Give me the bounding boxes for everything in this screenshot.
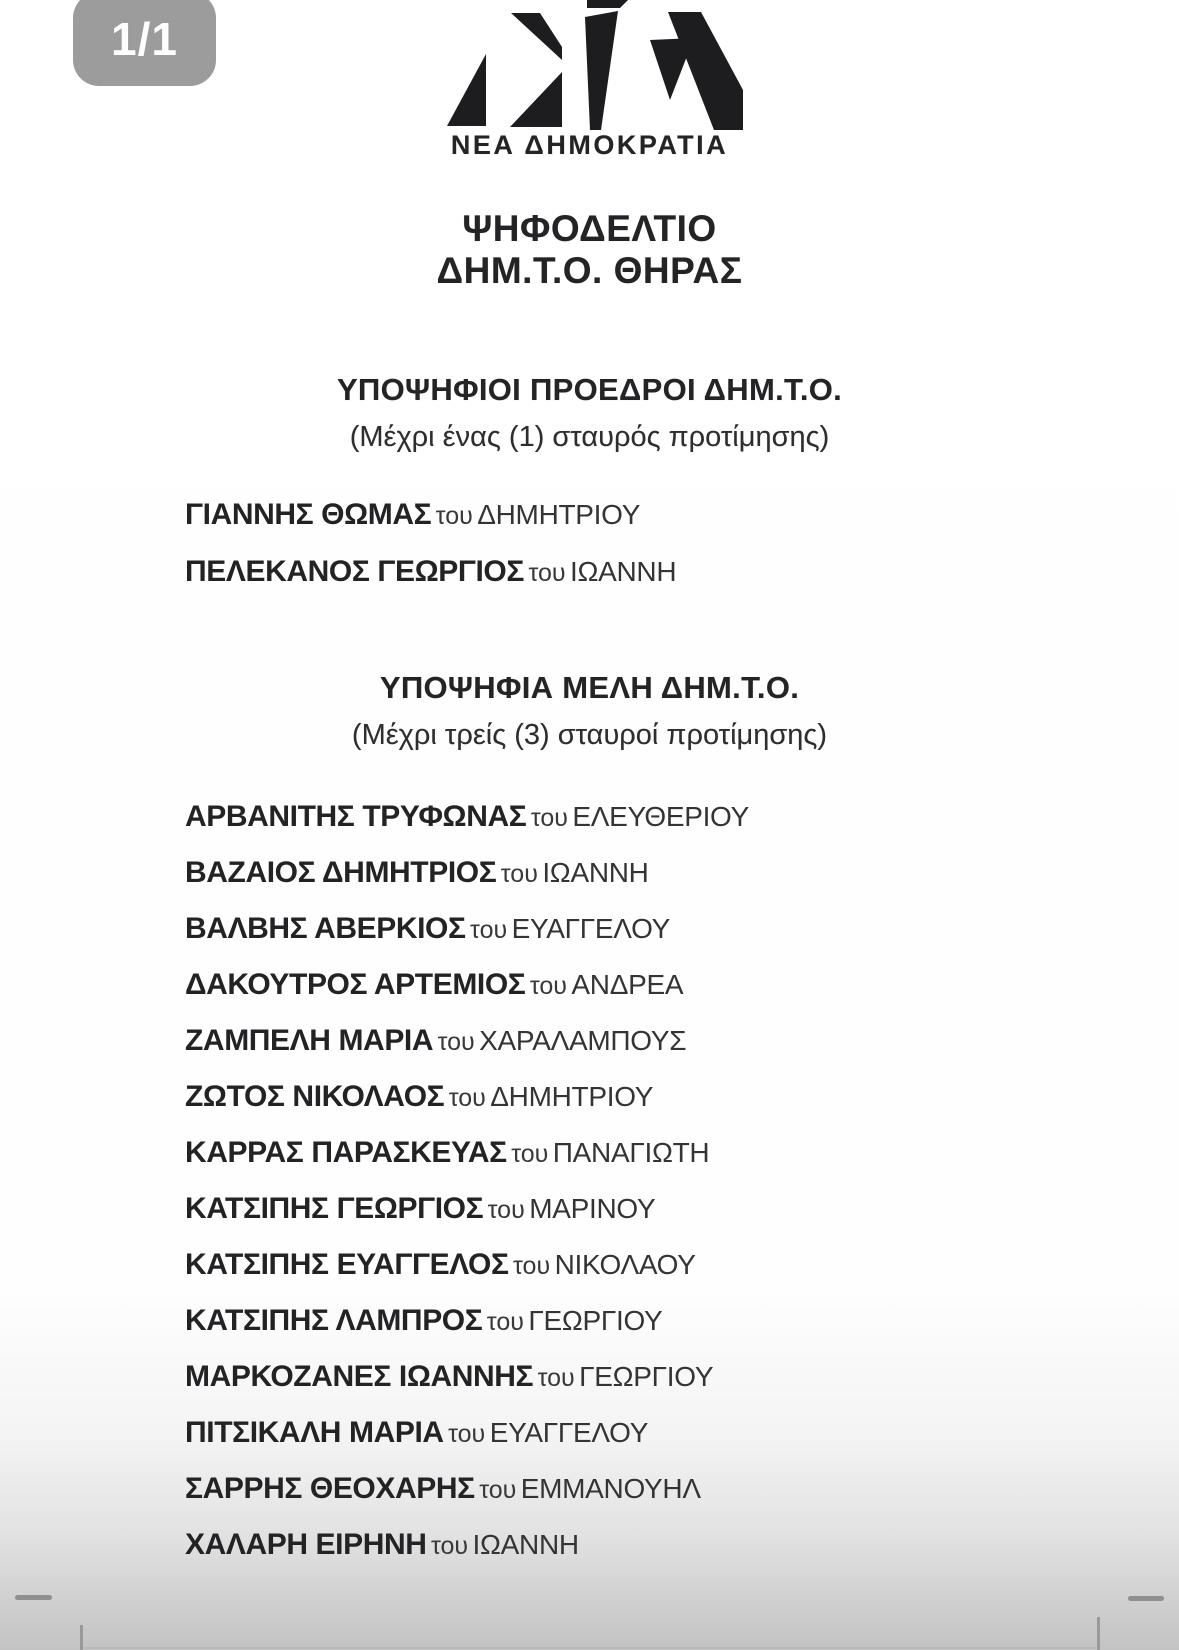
patronym: ΧΑΡΑΛΑΜΠΟΥΣ: [479, 1025, 687, 1056]
patronym-particle: του: [530, 804, 568, 832]
candidate-row: [185, 1183, 1139, 1239]
patronym-particle: του: [513, 1252, 551, 1280]
candidate-name: ΠΕΛΕΚΑΝΟΣ ΓΕΩΡΓΙΟΣ: [185, 555, 524, 588]
candidate-name: ΜΑΡΚΟΖΑΝΕΣ ΙΩΑΝΝΗΣ: [185, 1360, 534, 1393]
patronym-particle: του: [448, 1420, 486, 1448]
members-candidate-list: [185, 791, 1139, 1575]
ballot-title-line2: ΔΗΜ.Τ.Ο. ΘΗΡΑΣ: [436, 250, 743, 291]
candidate-row: [185, 1351, 1139, 1407]
candidate-row: [185, 1463, 1139, 1519]
page-indicator-text: 1/1: [111, 13, 178, 65]
candidate-name: ΒΑΛΒΗΣ ΑΒΕΡΚΙΟΣ: [185, 912, 466, 945]
patronym: ΑΝΔΡΕΑ: [571, 969, 684, 1000]
candidate-row: [185, 1127, 1139, 1183]
candidate-name: ΒΑΖΑΙΟΣ ΔΗΜΗΤΡΙΟΣ: [185, 856, 497, 889]
candidate-name: ΚΑΤΣΙΠΗΣ ΛΑΜΠΡΟΣ: [185, 1304, 483, 1337]
candidate-row: [185, 489, 1139, 546]
candidate-name: ΚΑΤΣΙΠΗΣ ΓΕΩΡΓΙΟΣ: [185, 1192, 484, 1225]
candidate-row: [185, 847, 1139, 903]
candidate-name: ΖΑΜΠΕΛΗ ΜΑΡΙΑ: [185, 1024, 434, 1057]
bottom-right-dash-mark: [1128, 1596, 1164, 1601]
candidate-row: [185, 1015, 1139, 1071]
section-heading-presidents: ΥΠΟΨΗΦΙΟΙ ΠΡΟΕΔΡΟΙ ΔΗΜ.Τ.Ο.: [336, 372, 843, 407]
patronym-particle: του: [437, 1028, 475, 1056]
patronym: ΙΩΑΝΝΗ: [472, 1529, 579, 1560]
patronym: ΔΗΜΗΤΡΙΟΥ: [490, 1081, 654, 1112]
candidate-name: ΣΑΡΡΗΣ ΘΕΟΧΑΡΗΣ: [185, 1472, 475, 1505]
patronym-particle: του: [448, 1084, 486, 1112]
candidate-row: [185, 1519, 1139, 1575]
candidate-row: [185, 903, 1139, 959]
section-heading-members: ΥΠΟΨΗΦΙΑ ΜΕΛΗ ΔΗΜ.Τ.Ο.: [379, 670, 800, 705]
candidate-name: ΚΑΤΣΙΠΗΣ ΕΥΑΓΓΕΛΟΣ: [185, 1248, 509, 1281]
patronym-particle: του: [500, 860, 538, 888]
patronym: ΝΙΚΟΛΑΟΥ: [554, 1249, 696, 1280]
patronym: ΙΩΑΝΝΗ: [570, 556, 677, 587]
patronym-particle: του: [470, 916, 508, 944]
candidate-name: ΧΑΛΑΡΗ ΕΙΡΗΝΗ: [185, 1528, 427, 1561]
patronym-particle: του: [487, 1196, 525, 1224]
patronym-particle: του: [486, 1308, 524, 1336]
patronym: ΓΕΩΡΓΙΟΥ: [528, 1305, 663, 1336]
candidate-row: [185, 959, 1139, 1015]
patronym-particle: του: [430, 1532, 469, 1560]
candidate-row: [185, 546, 1139, 603]
patronym: ΙΩΑΝΝΗ: [542, 857, 649, 888]
patronym: ΜΑΡΙΝΟΥ: [529, 1193, 656, 1224]
party-name: ΝΕΑ ΔΗΜΟΚΡΑΤΙΑ: [450, 130, 729, 160]
patronym-particle: του: [529, 972, 567, 1000]
patronym: ΓΕΩΡΓΙΟΥ: [579, 1361, 714, 1392]
section-note-members: (Μέχρι τρείς (3) σταυροί προτίμησης): [351, 719, 828, 751]
candidate-row: [185, 1071, 1139, 1127]
patronym-particle: του: [435, 502, 473, 530]
bottom-left-dash-mark: [15, 1595, 52, 1600]
patronym: ΕΥΑΓΓΕΛΟΥ: [511, 913, 671, 944]
patronym-particle: του: [537, 1364, 575, 1392]
candidate-name: ΔΑΚΟΥΤΡΟΣ ΑΡΤΕΜΙΟΣ: [185, 968, 526, 1001]
candidate-row: [185, 1407, 1139, 1463]
patronym: ΕΥΑΓΓΕΛΟΥ: [489, 1417, 649, 1448]
patronym-particle: του: [511, 1140, 549, 1168]
next-item-right-corner-line: [1097, 1617, 1100, 1650]
patronym-particle: του: [528, 559, 566, 587]
candidate-name: ΠΙΤΣΙΚΑΛΗ ΜΑΡΙΑ: [185, 1416, 444, 1449]
patronym: ΕΜΜΑΝΟΥΗΛ: [520, 1473, 701, 1504]
ballot-title-line1: ΨΗΦΟΔΕΛΤΙΟ: [462, 208, 717, 249]
candidate-name: ΖΩΤΟΣ ΝΙΚΟΛΑΟΣ: [185, 1080, 445, 1113]
patronym: ΔΗΜΗΤΡΙΟΥ: [477, 499, 641, 530]
nea-dimokratia-logo-icon: [444, 0, 744, 130]
candidate-name: ΚΑΡΡΑΣ ΠΑΡΑΣΚΕΥΑΣ: [185, 1136, 507, 1169]
candidate-name: ΑΡΒΑΝΙΤΗΣ ΤΡΥΦΩΝΑΣ: [185, 800, 527, 833]
candidate-row: [185, 791, 1139, 847]
patronym: ΠΑΝΑΓΙΩΤΗ: [552, 1137, 710, 1168]
page-indicator-badge: [73, 0, 216, 86]
candidate-row: [185, 1295, 1139, 1351]
candidate-row: [185, 1239, 1139, 1295]
next-item-top-edge-line: [83, 1647, 1097, 1649]
ballot-title: [0, 208, 1179, 292]
presidents-candidate-list: [185, 489, 1139, 603]
patronym-particle: του: [479, 1476, 517, 1504]
patronym: ΕΛΕΥΘΕΡΙΟΥ: [572, 801, 749, 832]
candidate-name: ΓΙΑΝΝΗΣ ΘΩΜΑΣ: [185, 498, 432, 531]
section-note-presidents: (Μέχρι ένας (1) σταυρός προτίμησης): [349, 421, 830, 453]
